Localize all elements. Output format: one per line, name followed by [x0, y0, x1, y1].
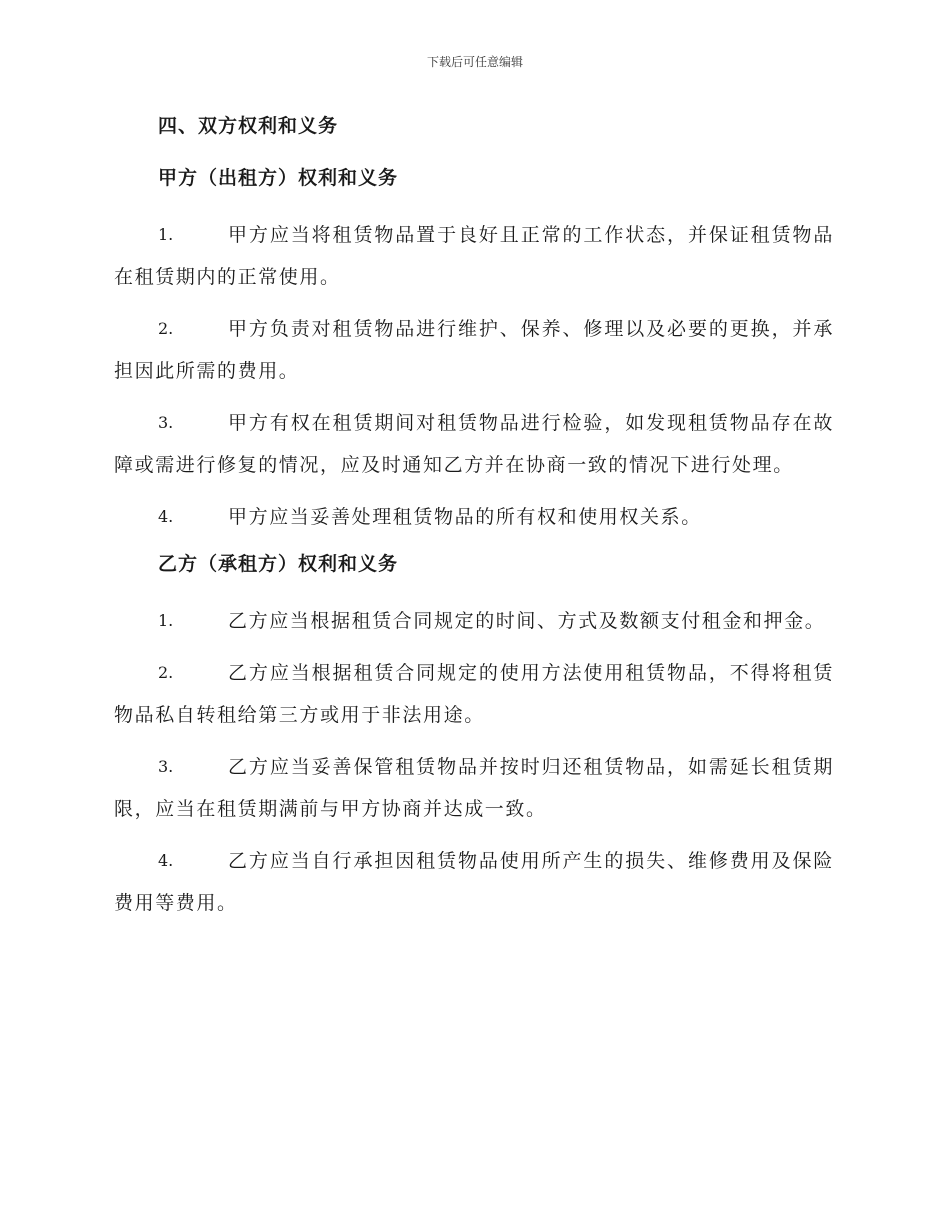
list-item: [114, 308, 834, 392]
list-item: [114, 746, 834, 830]
list-item: [114, 214, 834, 298]
party-b-list: [114, 600, 834, 924]
item-number: 3.: [158, 413, 174, 432]
list-item: [114, 840, 834, 924]
item-number: 2.: [158, 319, 174, 338]
list-item: [114, 652, 834, 736]
item-number: 4.: [158, 507, 174, 526]
item-number: 1.: [158, 225, 174, 244]
party-b-title: 乙方（承租方）权利和义务: [158, 553, 399, 575]
page-header-note: 下载后可任意编辑: [426, 55, 523, 69]
item-text: 乙方应当妥善保管租赁物品并按时归还租赁物品，如需延长租赁期限，应当在租赁期满前与甲方协商并达成一致。: [114, 756, 834, 820]
item-text: 甲方应当将租赁物品置于良好且正常的工作状态，并保证租赁物品在租赁期内的正常使用。: [114, 224, 834, 288]
document-body: [114, 110, 834, 934]
item-text: 甲方负责对租赁物品进行维护、保养、修理以及必要的更换，并承担因此所需的费用。: [114, 318, 834, 382]
party-a-list: [114, 214, 834, 538]
list-item: [114, 600, 834, 642]
item-number: 2.: [158, 663, 174, 682]
item-text: 乙方应当自行承担因租赁物品使用所产生的损失、维修费用及保险费用等费用。: [114, 850, 834, 914]
party-a-title: 甲方（出租方）权利和义务: [158, 167, 399, 189]
item-text: 甲方有权在租赁期间对租赁物品进行检验，如发现租赁物品存在故障或需进行修复的情况，应及时通知乙方并在协商一致的情况下进行处理。: [114, 412, 834, 476]
item-number: 3.: [158, 757, 174, 776]
item-text: 甲方应当妥善处理租赁物品的所有权和使用权关系。: [228, 506, 702, 528]
item-number: 1.: [158, 611, 174, 630]
list-item: [114, 402, 834, 486]
item-number: 4.: [158, 851, 174, 870]
item-text: 乙方应当根据租赁合同规定的使用方法使用租赁物品，不得将租赁物品私自转租给第三方或用于非法用途。: [114, 662, 834, 726]
list-item: [114, 496, 834, 538]
section-title: 四、双方权利和义务: [158, 115, 339, 137]
item-text: 乙方应当根据租赁合同规定的时间、方式及数额支付租金和押金。: [228, 610, 826, 632]
